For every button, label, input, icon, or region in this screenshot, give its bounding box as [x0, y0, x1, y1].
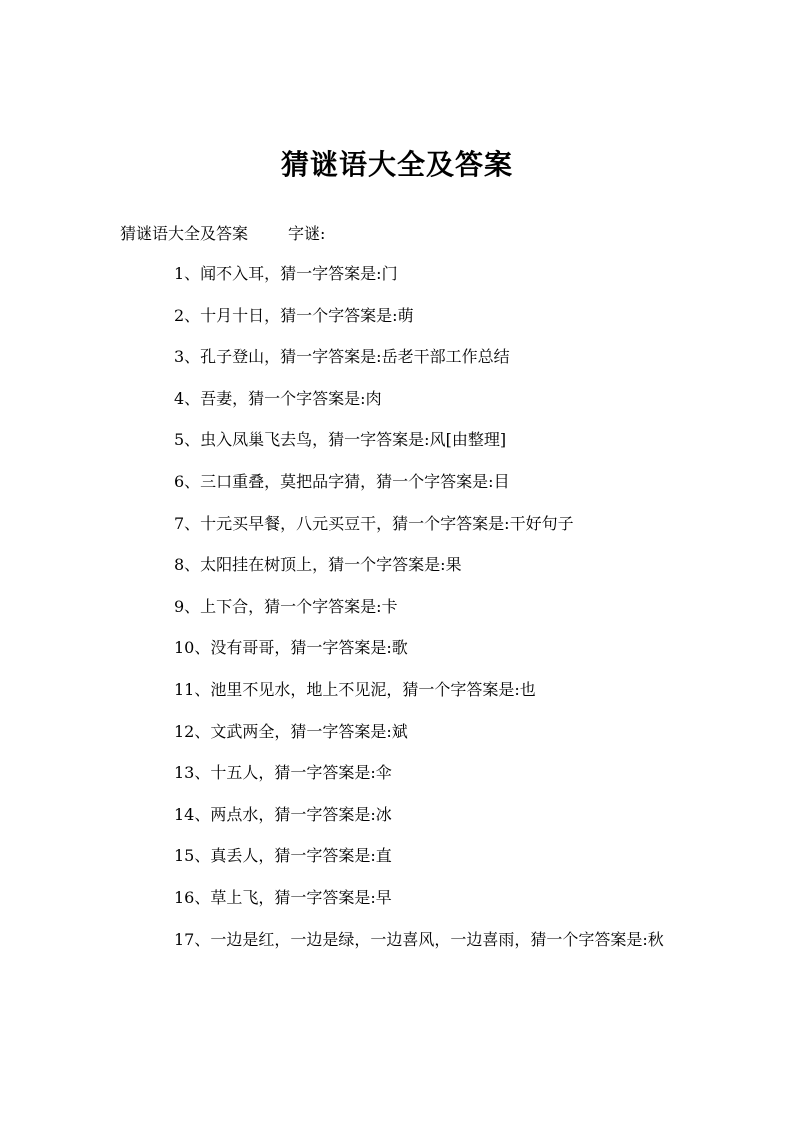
intro-title: 猜谜语大全及答案: [120, 224, 249, 243]
riddle-list: [120, 262, 680, 977]
riddle-item: 8、太阳挂在树顶上，猜一个字答案是:果: [174, 555, 462, 575]
riddle-item: 11、池里不见水，地上不见泥，猜一个字答案是:也: [174, 679, 536, 699]
riddle-item: 15、真丢人，猜一字答案是:直: [174, 846, 392, 866]
riddle-item: 2、十月十日，猜一个字答案是:萌: [174, 305, 414, 325]
intro-category: 字谜:: [288, 224, 326, 243]
document-title: 猜谜语大全及答案: [280, 148, 513, 181]
riddle-item: 14、两点水，猜一字答案是:冰: [174, 804, 392, 824]
riddle-item: 1、闻不入耳，猜一字答案是:门: [174, 264, 398, 283]
riddle-item: 3、孔子登山，猜一字答案是:岳老干部工作总结: [174, 347, 510, 367]
riddle-item: 12、文武两全，猜一字答案是:斌: [174, 721, 408, 741]
riddle-item: 6、三口重叠，莫把品字猜，猜一个字答案是:目: [174, 471, 510, 491]
riddle-item: 13、十五人，猜一字答案是:伞: [174, 763, 392, 783]
riddle-item: 16、草上飞，猜一字答案是:早: [174, 887, 392, 907]
riddle-item: 17、一边是红，一边是绿，一边喜风，一边喜雨，猜一个字答案是:秋: [174, 929, 664, 949]
riddle-item: 4、吾妻，猜一个字答案是:肉: [174, 388, 382, 408]
intro-line: [120, 222, 325, 246]
riddle-item: 10、没有哥哥，猜一字答案是:歌: [174, 638, 408, 658]
riddle-item: 5、虫入凤巢飞去鸟，猜一字答案是:风[由整理]: [174, 430, 507, 450]
riddle-item: 9、上下合，猜一个字答案是:卡: [174, 596, 398, 616]
riddle-item: 7、十元买早餐，八元买豆干，猜一个字答案是:干好句子: [174, 513, 574, 533]
